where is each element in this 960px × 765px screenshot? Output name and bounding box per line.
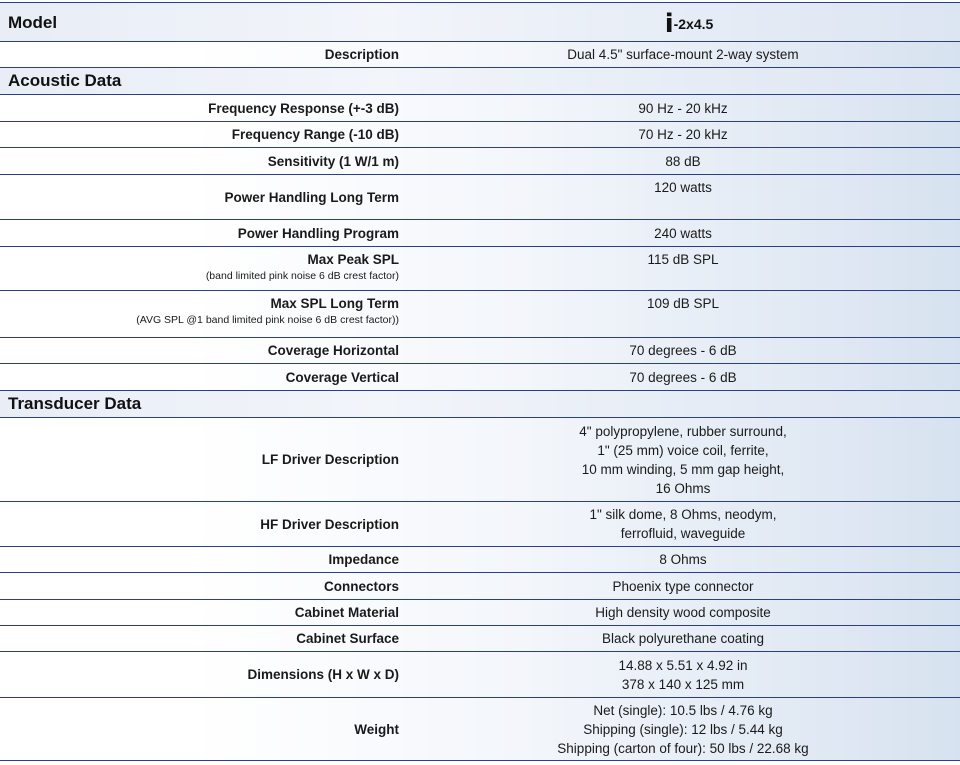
spec-value-line: 378 x 140 x 125 mm — [621, 676, 745, 692]
model-logo — [450, 8, 928, 38]
spec-sublabel: (band limited pink noise 6 dB crest factor) — [205, 270, 399, 282]
spec-value-line: Shipping (carton of four): 50 lbs / 22.68 kg — [557, 740, 809, 756]
spec-value-line: 1" silk dome, 8 Ohms, neodym, — [589, 507, 777, 522]
acoustic-header-row — [0, 68, 960, 95]
spec-label: Coverage Horizontal — [267, 343, 399, 358]
spec-value: High density wood composite — [595, 605, 771, 620]
spec-row-description — [0, 42, 960, 68]
model-header-row — [0, 2, 960, 42]
spec-value: 70 degrees - 6 dB — [629, 369, 737, 385]
spec-row-max-spl-long-term — [0, 291, 960, 338]
spec-row-cabinet-material — [0, 600, 960, 626]
spec-label: Dimensions (H x W x D) — [247, 667, 399, 682]
spec-value: 8 Ohms — [659, 552, 707, 567]
spec-value: 70 degrees - 6 dB — [629, 343, 737, 358]
spec-row-power-program — [0, 220, 960, 247]
spec-row-impedance — [0, 547, 960, 573]
spec-label: Max Peak SPL — [307, 252, 399, 267]
spec-value: 109 dB SPL — [646, 296, 720, 311]
acoustic-heading: Acoustic Data — [8, 71, 122, 90]
spec-label: Coverage Vertical — [285, 369, 399, 385]
spec-label: HF Driver Description — [260, 516, 399, 532]
spec-label: Weight — [354, 721, 399, 737]
spec-label: Max SPL Long Term — [270, 296, 399, 311]
spec-row-frequency-response — [0, 95, 960, 122]
transducer-header-row — [0, 391, 960, 418]
spec-row-sensitivity — [0, 148, 960, 175]
spec-row-connectors — [0, 573, 960, 600]
model-logo-name: -2x4.5 — [673, 16, 714, 32]
spec-value: 70 Hz - 20 kHz — [638, 127, 728, 142]
spec-value: 90 Hz - 20 kHz — [638, 100, 728, 116]
spec-value-line: 14.88 x 5.51 x 4.92 in — [618, 657, 748, 673]
spec-row-coverage-horizontal — [0, 338, 960, 364]
spec-row-weight — [0, 698, 960, 761]
spec-label: Cabinet Surface — [296, 631, 399, 646]
spec-value-line: 1" (25 mm) voice coil, ferrite, — [597, 442, 769, 458]
spec-value: 240 watts — [654, 225, 712, 241]
spec-label: Power Handling Long Term — [224, 189, 399, 205]
spec-label: Power Handling Program — [237, 225, 399, 241]
spec-value: Black polyurethane coating — [601, 631, 765, 646]
spec-row-power-long-term — [0, 175, 960, 220]
model-logo-prefix: i — [664, 9, 674, 39]
spec-value: 88 dB — [665, 153, 701, 169]
spec-value-line: 16 Ohms — [655, 480, 711, 496]
spec-value: 120 watts — [654, 180, 712, 195]
spec-label: LF Driver Description — [261, 452, 399, 467]
spec-row-frequency-range — [0, 122, 960, 148]
spec-label: Connectors — [323, 578, 399, 594]
spec-row-coverage-vertical — [0, 364, 960, 391]
spec-value-line: Shipping (single): 12 lbs / 5.44 kg — [583, 721, 783, 737]
spec-row-dimensions — [0, 652, 960, 698]
spec-row-hf-driver — [0, 502, 960, 547]
spec-value: Phoenix type connector — [612, 578, 754, 594]
spec-label: Frequency Response (+-3 dB) — [208, 100, 399, 116]
model-heading: Model — [8, 13, 58, 32]
spec-label: Description — [324, 47, 399, 62]
spec-label: Cabinet Material — [294, 605, 399, 620]
spec-value-line: ferrofluid, waveguide — [620, 526, 746, 541]
spec-row-max-peak-spl — [0, 247, 960, 291]
transducer-heading: Transducer Data — [8, 394, 142, 413]
spec-value: Dual 4.5" surface-mount 2-way system — [567, 47, 799, 62]
spec-label: Sensitivity (1 W/1 m) — [267, 153, 399, 169]
spec-row-lf-driver — [0, 418, 960, 502]
spec-label: Frequency Range (-10 dB) — [231, 127, 399, 142]
spec-value-line: 4" polypropylene, rubber surround, — [579, 423, 787, 439]
spec-value-line: Net (single): 10.5 lbs / 4.76 kg — [593, 702, 773, 718]
spec-label: Impedance — [328, 552, 399, 567]
spec-row-cabinet-surface — [0, 626, 960, 652]
spec-sublabel: (AVG SPL @1 band limited pink noise 6 dB crest factor)) — [136, 314, 399, 326]
spec-value: 115 dB SPL — [647, 252, 719, 267]
spec-value-line: 10 mm winding, 5 mm gap height, — [581, 461, 785, 477]
